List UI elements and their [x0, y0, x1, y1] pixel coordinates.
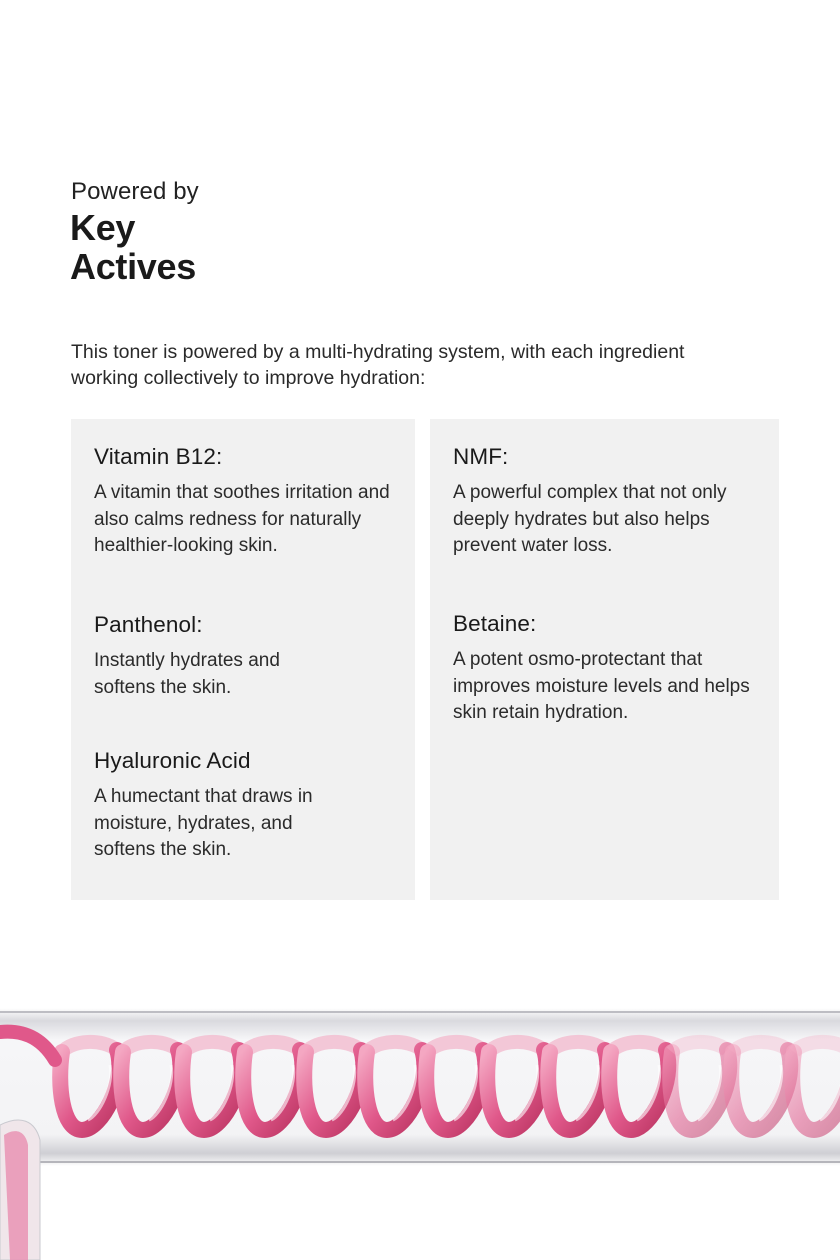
- glass-coil-condenser-illustration: [0, 990, 840, 1260]
- page-title: [70, 208, 196, 286]
- ingredients-card-left: [71, 419, 415, 900]
- ingredient-title: Hyaluronic Acid: [94, 748, 251, 773]
- ingredient-title: Panthenol:: [94, 612, 203, 637]
- ingredient-description: Instantly hydrates and softens the skin.: [94, 650, 280, 698]
- ingredient-description: A potent osmo-protectant that improves moisture levels and helps skin retain hydration.: [453, 649, 750, 723]
- ingredient-title: Betaine:: [453, 611, 537, 636]
- ingredient-vitamin-b12: [94, 444, 404, 560]
- page-title-line-1: Key: [70, 207, 136, 248]
- ingredient-title: NMF:: [453, 444, 509, 469]
- ingredient-description: A powerful complex that not only deeply hydrates but also helps prevent water loss.: [453, 482, 727, 556]
- intro-paragraph: This toner is powered by a multi-hydrating system, with each ingredient working collectively to improve hydration:: [71, 340, 685, 389]
- ingredients-card-right: [430, 419, 779, 900]
- eyebrow-text: Powered by: [71, 178, 199, 205]
- ingredient-hyaluronic-acid: [94, 748, 404, 864]
- ingredient-panthenol: [94, 612, 404, 701]
- page-title-line-2: Actives: [70, 246, 196, 287]
- ingredient-nmf: [453, 444, 763, 560]
- ingredient-description: A humectant that draws in moisture, hydrates, and softens the skin.: [94, 786, 313, 860]
- ingredient-description: A vitamin that soothes irritation and also calms redness for naturally healthier-looking skin.: [94, 482, 390, 556]
- ingredient-title: Vitamin B12:: [94, 444, 223, 469]
- ingredient-betaine: [453, 611, 763, 727]
